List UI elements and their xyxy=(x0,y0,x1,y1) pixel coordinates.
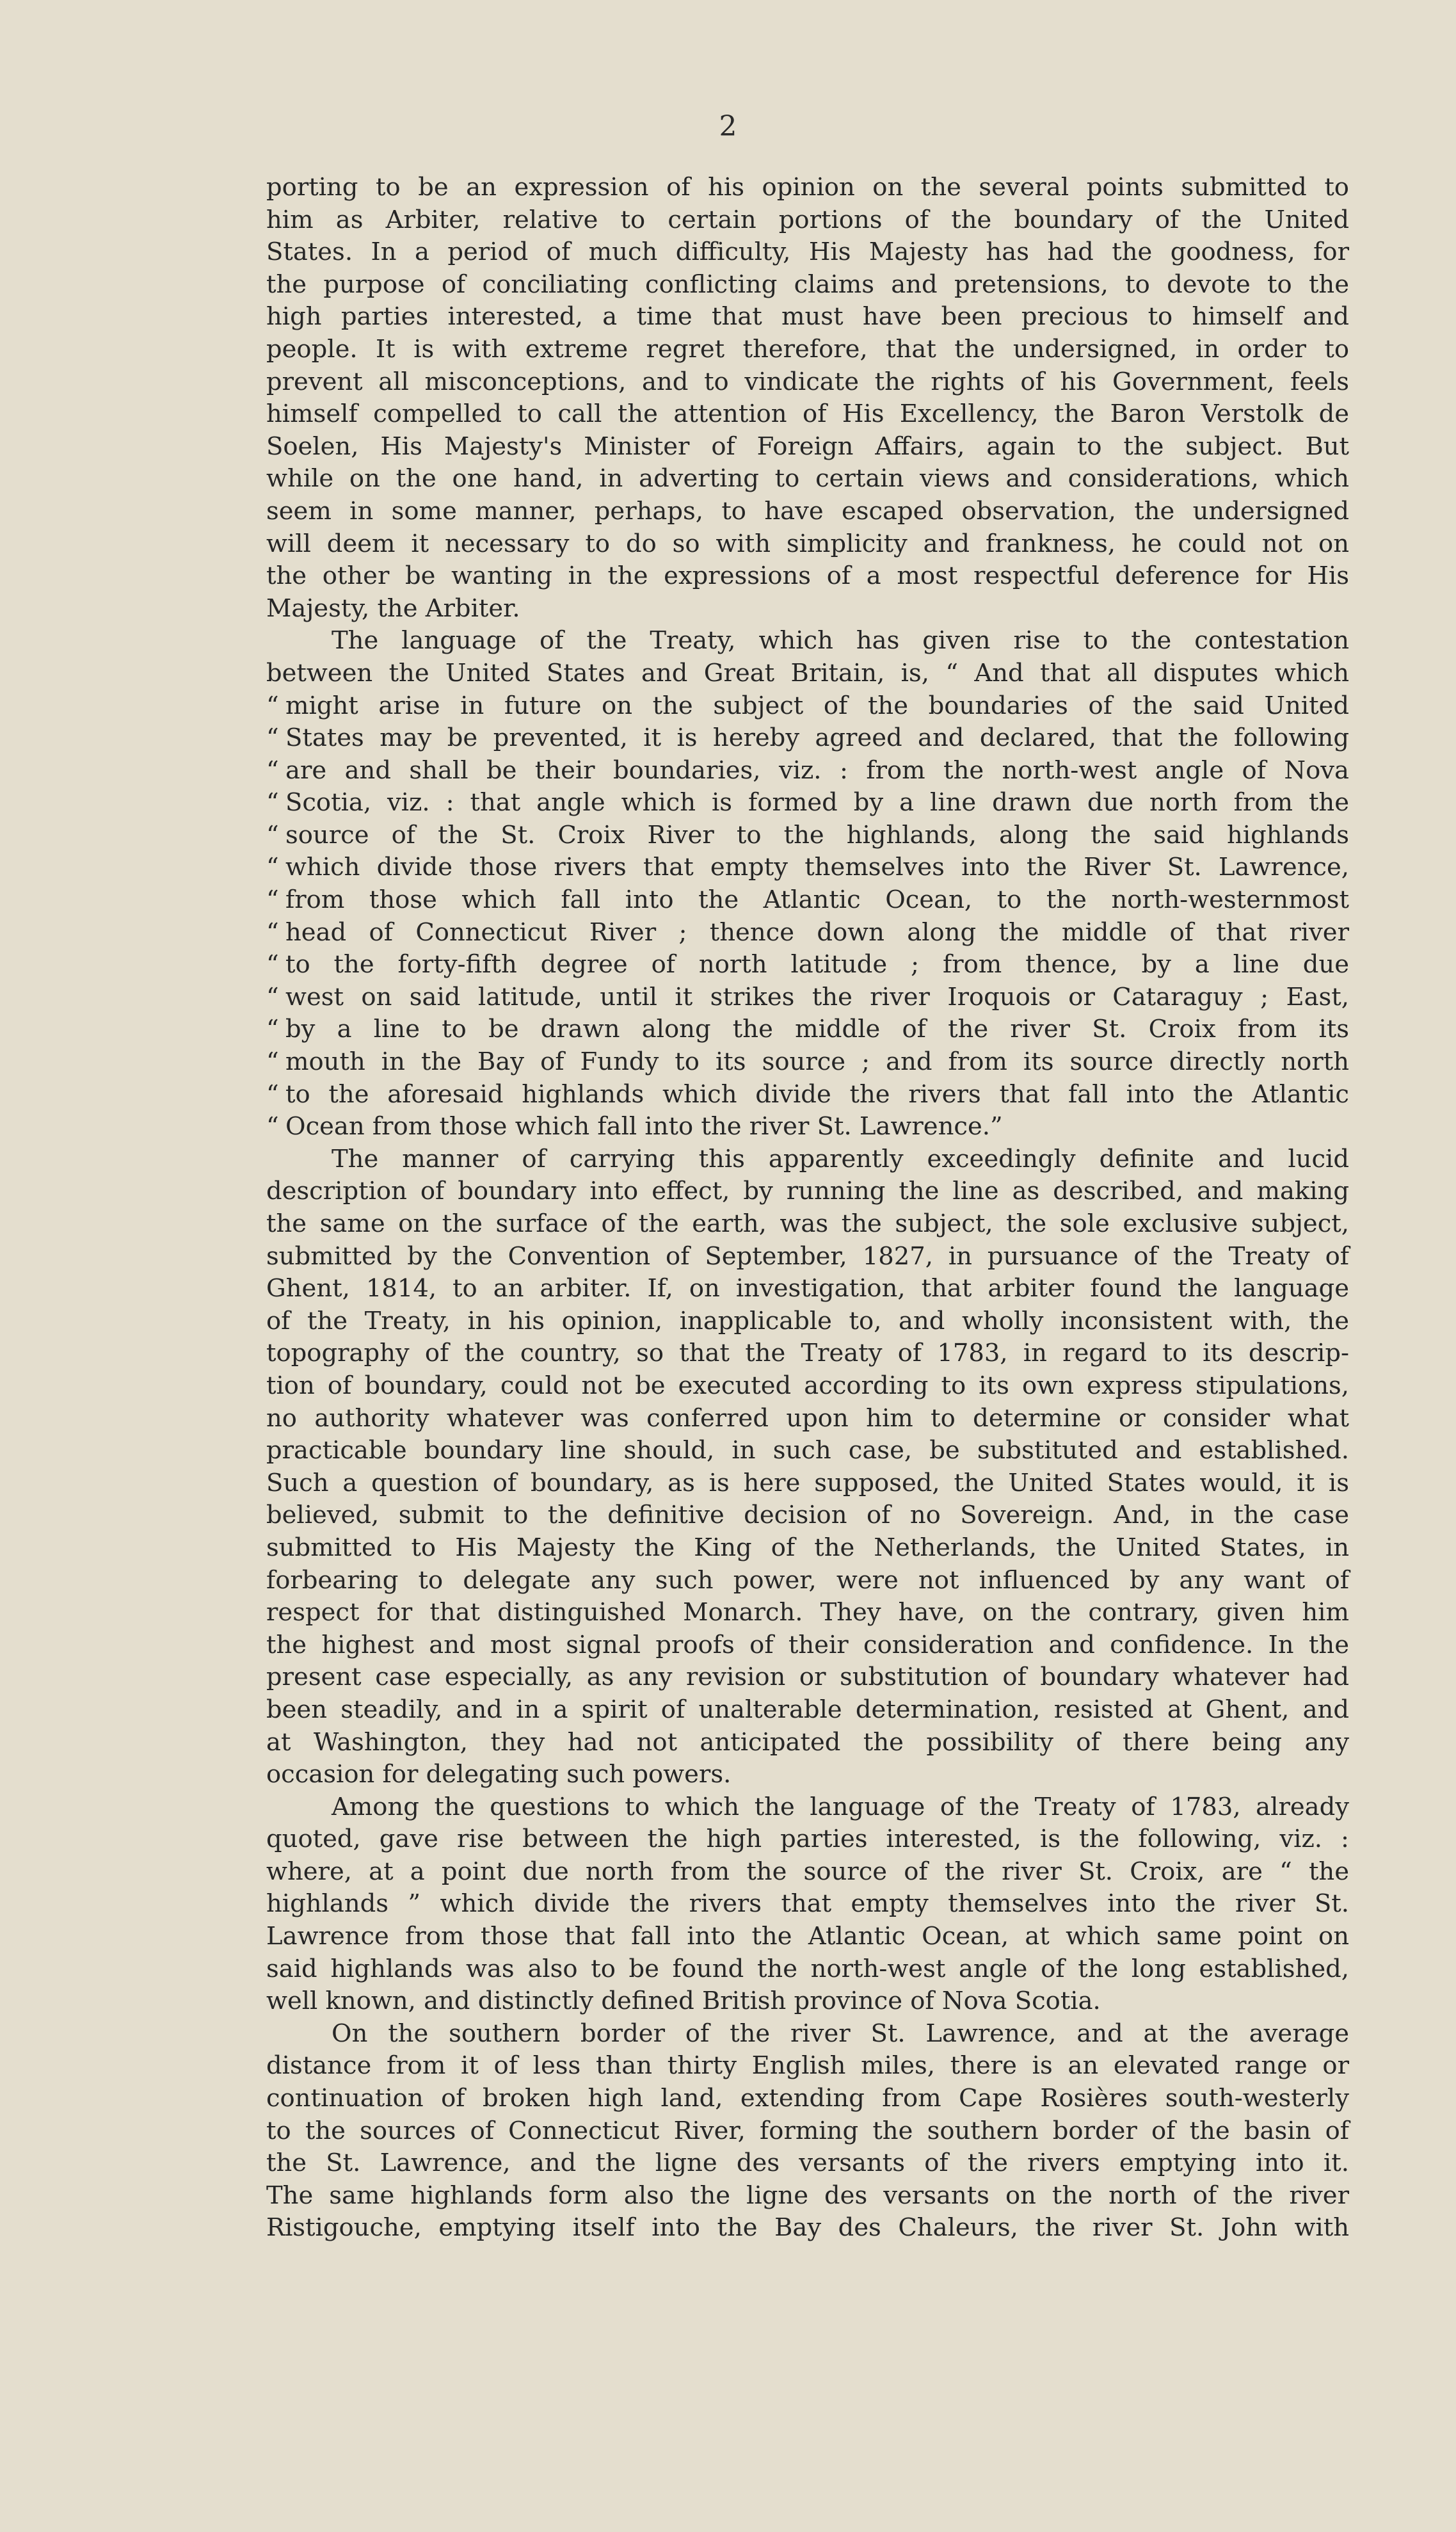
quote-line-text: Scotia, viz. : that angle which is formed by a line drawn due north from the xyxy=(285,788,1349,818)
quote-line-text: head of Connecticut River ; thence down along the middle of that river xyxy=(285,917,1349,947)
quote-mark: “ xyxy=(266,885,279,915)
text-line: him as Arbiter, relative to certain portions of the boundary of the United xyxy=(266,205,1349,234)
quote-line-text: might arise in future on the subject of the boundaries of the said United xyxy=(285,691,1349,720)
text-line: the purpose of conciliating conflicting claims and pretensions, to devote to the xyxy=(266,270,1349,299)
quote-line-text: to the aforesaid highlands which divide the rivers that fall into the Atlantic xyxy=(285,1079,1349,1109)
text-line xyxy=(266,787,1349,819)
text-line: submitted by the Convention of September, 1827, in pursuance of the Treaty of xyxy=(266,1241,1349,1271)
quote-line-text: Ocean from those which fall into the river St. Lawrence.” xyxy=(285,1112,1003,1141)
text-line: believed, submit to the definitive decision of no Sovereign. And, in the case xyxy=(266,1501,1349,1530)
paragraph xyxy=(266,1791,1349,2018)
quote-mark: “ xyxy=(266,982,279,1012)
text-line: submitted to His Majesty the King of the Netherlands, the United States, in xyxy=(266,1533,1349,1562)
quote-mark: “ xyxy=(266,820,279,850)
quote-mark: “ xyxy=(266,853,279,882)
text-line: On the southern border of the river St. Lawrence, and at the average xyxy=(332,2019,1349,2048)
quote-mark: “ xyxy=(266,1112,279,1141)
text-line xyxy=(266,1046,1349,1079)
paragraph xyxy=(266,2018,1349,2245)
quote-line-text: mouth in the Bay of Fundy to its source ; and from its source directly north xyxy=(285,1047,1349,1077)
text-line: high parties interested, a time that must have been precious to himself and xyxy=(266,302,1349,332)
text-line xyxy=(266,755,1349,787)
text-line: the highest and most signal proofs of their consideration and confidence. In the xyxy=(266,1630,1349,1659)
text-line: been steadily, and in a spirit of unalterable determination, resisted at Ghent, and xyxy=(266,1695,1349,1724)
text-line xyxy=(266,884,1349,917)
text-line: no authority whatever was conferred upon him to determine or consider what xyxy=(266,1403,1349,1433)
text-line: continuation of broken high land, extending from Cape Rosières south-westerly xyxy=(266,2084,1349,2113)
text-line: between the United States and Great Britain, is, “ And that all disputes which xyxy=(266,658,1349,688)
quote-mark: “ xyxy=(266,723,279,753)
text-line: of the Treaty, in his opinion, inapplicable to, and wholly inconsistent with, the xyxy=(266,1306,1349,1335)
text-line: the St. Lawrence, and the ligne des versants of the rivers emptying into it. xyxy=(266,2149,1349,2178)
quote-line-text: from those which fall into the Atlantic Ocean, to the north-westernmost xyxy=(285,885,1349,915)
quote-mark: “ xyxy=(266,1015,279,1044)
text-line xyxy=(266,851,1349,884)
text-line: seem in some manner, perhaps, to have escaped observation, the undersigned xyxy=(266,496,1349,526)
text-line: Soelen, His Majesty's Minister of Foreign Affairs, again to the subject. But xyxy=(266,431,1349,461)
text-line: at Washington, they had not anticipated the possibility of there being any xyxy=(266,1727,1349,1757)
text-line: quoted, gave rise between the high parties interested, is the following, viz. : xyxy=(266,1825,1349,1854)
text-line: said highlands was also to be found the north-west angle of the long established, xyxy=(266,1954,1349,1983)
quote-line-text: west on said latitude, until it strikes the river Iroquois or Cataraguy ; East, xyxy=(285,982,1349,1012)
text-line: practicable boundary line should, in such case, be substituted and established. xyxy=(266,1436,1349,1465)
paragraph xyxy=(266,172,1349,625)
paragraph xyxy=(266,625,1349,1143)
text-line xyxy=(266,949,1349,981)
text-line: people. It is with extreme regret therefore, that the undersigned, in order to xyxy=(266,334,1349,364)
text-line: States. In a period of much difficulty, His Majesty has had the goodness, for xyxy=(266,238,1349,267)
text-line xyxy=(266,1111,1349,1143)
text-line: himself compelled to call the attention of His Excellency, the Baron Verstolk de xyxy=(266,399,1349,429)
quote-line-text: by a line to be drawn along the middle of the river St. Croix from its xyxy=(285,1015,1349,1044)
text-line: The manner of carrying this apparently exceedingly definite and lucid xyxy=(332,1144,1349,1173)
text-line: to the sources of Connecticut River, forming the southern border of the basin of xyxy=(266,2116,1349,2145)
text-line: tion of boundary, could not be executed according to its own express stipulations, xyxy=(266,1371,1349,1400)
text-line: occasion for delegating such powers. xyxy=(266,1760,732,1789)
text-line: while on the one hand, in adverting to certain views and considerations, which xyxy=(266,464,1349,494)
quote-mark: “ xyxy=(266,1047,279,1077)
text-line: Such a question of boundary, as is here supposed, the United States would, it is xyxy=(266,1468,1349,1497)
text-line xyxy=(266,917,1349,949)
quote-line-text: to the forty-fifth degree of north latitude ; from thence, by a line due xyxy=(285,950,1349,980)
body-text xyxy=(266,172,1349,2245)
paragraph xyxy=(266,1143,1349,1791)
text-line: Ristigouche, emptying itself into the Bay des Chaleurs, the river St. John with xyxy=(266,2213,1349,2243)
text-line: Ghent, 1814, to an arbiter. If, on investigation, that arbiter found the language xyxy=(266,1274,1349,1303)
quote-mark: “ xyxy=(266,917,279,947)
text-line xyxy=(266,690,1349,723)
text-line: Lawrence from those that fall into the Atlantic Ocean, at which same point on xyxy=(266,1922,1349,1951)
quote-mark: “ xyxy=(266,691,279,720)
quote-mark: “ xyxy=(266,788,279,818)
text-line xyxy=(266,1013,1349,1046)
text-line: The language of the Treaty, which has given rise to the contestation xyxy=(332,626,1349,656)
quote-line-text: source of the St. Croix River to the highlands, along the said highlands xyxy=(285,820,1349,850)
quote-line-text: States may be prevented, it is hereby agreed and declared, that the following xyxy=(285,723,1349,753)
text-line: the other be wanting in the expressions of a most respectful deference for His xyxy=(266,561,1349,591)
text-line: The same highlands form also the ligne des versants on the north of the river xyxy=(266,2181,1349,2210)
text-line: porting to be an expression of his opinion on the several points submitted to xyxy=(266,173,1349,202)
text-line: Majesty, the Arbiter. xyxy=(266,593,520,623)
text-line: highlands ” which divide the rivers that empty themselves into the river St. xyxy=(266,1889,1349,1919)
text-line: respect for that distinguished Monarch. They have, on the contrary, given him xyxy=(266,1598,1349,1627)
text-line: the same on the surface of the earth, was the subject, the sole exclusive subject, xyxy=(266,1209,1349,1238)
text-line xyxy=(266,981,1349,1014)
text-line: forbearing to delegate any such power, were not influenced by any want of xyxy=(266,1565,1349,1595)
quote-mark: “ xyxy=(266,1079,279,1109)
quote-mark: “ xyxy=(266,950,279,980)
text-line: well known, and distinctly defined British province of Nova Scotia. xyxy=(266,1987,1101,2016)
text-line: distance from it of less than thirty English miles, there is an elevated range or xyxy=(266,2051,1349,2081)
quote-line-text: which divide those rivers that empty themselves into the River St. Lawrence, xyxy=(285,853,1349,882)
text-line xyxy=(266,722,1349,755)
text-line: present case especially, as any revision or substitution of boundary whatever had xyxy=(266,1663,1349,1692)
quote-mark: “ xyxy=(266,755,279,785)
text-line: description of boundary into effect, by running the line as described, and making xyxy=(266,1177,1349,1206)
text-line xyxy=(266,819,1349,852)
quote-line-text: are and shall be their boundaries, viz. : from the north-west angle of Nova xyxy=(285,755,1349,785)
text-line: Among the questions to which the language of the Treaty of 1783, already xyxy=(332,1792,1349,1821)
text-line: topography of the country, so that the Treaty of 1783, in regard to its descrip- xyxy=(266,1339,1349,1368)
text-line: prevent all misconceptions, and to vindicate the rights of his Government, feels xyxy=(266,367,1349,396)
text-line: where, at a point due north from the source of the river St. Croix, are “ the xyxy=(266,1857,1349,1886)
text-line xyxy=(266,1079,1349,1111)
page-number: 2 xyxy=(719,110,737,143)
text-line: will deem it necessary to do so with simplicity and frankness, he could not on xyxy=(266,529,1349,558)
